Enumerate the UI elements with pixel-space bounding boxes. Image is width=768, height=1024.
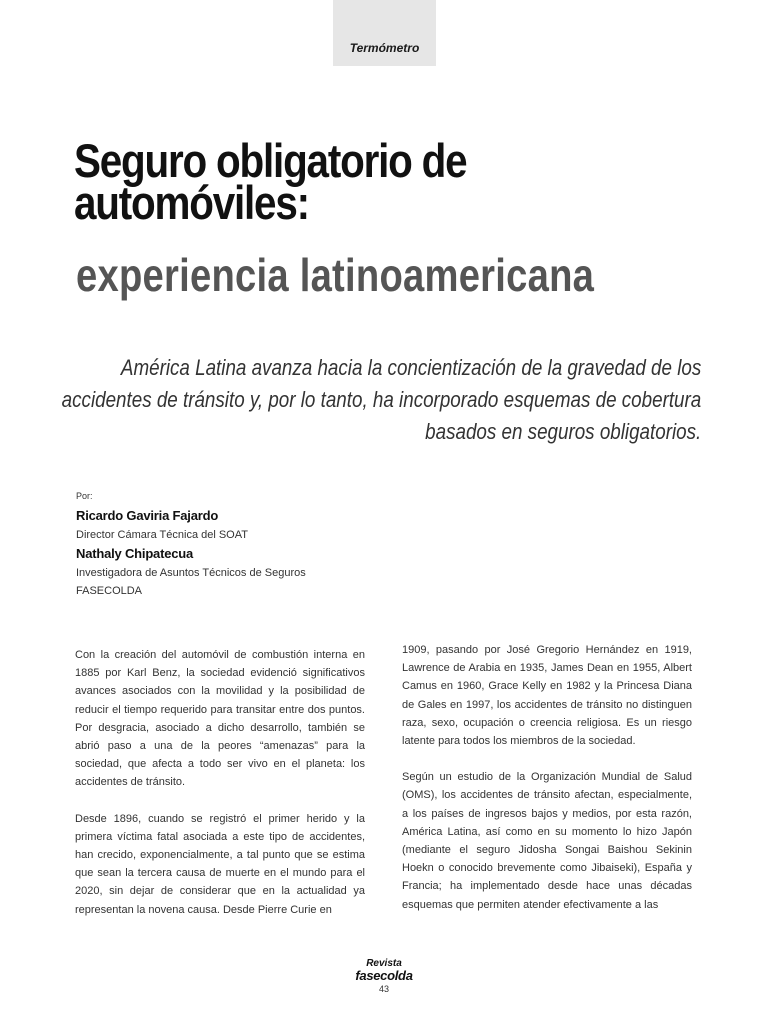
byline: [76, 491, 396, 600]
body-paragraph: 1909, pasando por José Gregorio Hernández en 1919, Lawrence de Arabia en 1935, James Dean en 1955, Albert Camus en 1960, Grace Kelly en 1982 y la Princesa Diana de Gales en 1997, los accidentes de tránsito no distinguen raza, sexo, ocupación o creencia religiosa. Es un riesgo latente para todos los miembros de la sociedad.: [402, 644, 692, 748]
body-paragraph: Según un estudio de la Organización Mundial de Salud (OMS), los accidentes de tránsito afectan, especialmente, a los países de ingresos bajos y medios, por esta razón, América Latina, así como en su momento lo hizo Japón (mediante el seguro Jidosha Songai Baishou Sekinin Hoekn o conocido brevemente como Jibaiseki), España y Francia; ha implementado desde hace unas décadas esquemas que permiten atender efectivamente a las: [402, 771, 692, 911]
article-subtitle: experiencia latinoamericana: [76, 249, 595, 301]
logo-text-bottom: fasecolda: [355, 968, 413, 983]
body-column-left: [75, 646, 365, 937]
article-lead: América Latina avanza hacia la concientización de la gravedad de los accidentes de tránsito y, por lo tanto, ha incorporado esquemas de cobertura basados en seguros obligatorios.: [61, 355, 702, 444]
author-organization: FASECOLDA: [76, 585, 143, 597]
article-title: Seguro obligatorio de automóviles:: [74, 134, 467, 229]
byline-label: Por:: [76, 491, 93, 501]
author-role: Investigadora de Asuntos Técnicos de Seguros: [76, 567, 306, 579]
body-paragraph: Desde 1896, cuando se registró el primer herido y la primera víctima fatal asociada a este tipo de accidentes, han crecido, exponencialmente, a tal punto que se estima que sean la tercera causa de muerte en el mundo para el 2020, sin dejar de considerar que en la actualidad ya representan la novena causa. Desde Pierre Curie en: [75, 812, 365, 916]
body-column-right: [402, 641, 692, 932]
magazine-logo: [334, 958, 434, 995]
section-label: Termómetro: [349, 41, 420, 55]
logo-text-top: Revista: [366, 958, 402, 969]
page-number: 43: [378, 984, 389, 994]
author-name: Nathaly Chipatecua: [76, 546, 194, 561]
author-role: Director Cámara Técnica del SOAT: [76, 529, 248, 541]
body-paragraph: Con la creación del automóvil de combustión interna en 1885 por Karl Benz, la sociedad evidenció significativos avances asociados con la movilidad y la posibilidad de reducir el tiempo requerido para transitar entre dos puntos. Por desgracia, asociado a dicho desarrollo, también se abrió paso a una de la peores “amenazas” para la sociedad, que afecta a todo ser vivo en el planeta: los accidentes de tránsito.: [75, 649, 365, 789]
author-name: Ricardo Gaviria Fajardo: [76, 508, 219, 523]
section-tab: [333, 0, 436, 66]
